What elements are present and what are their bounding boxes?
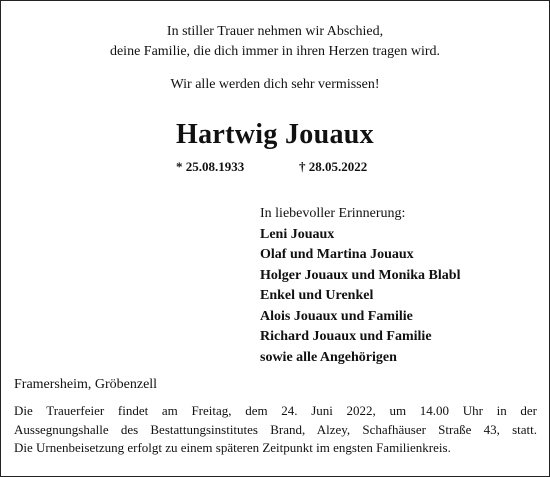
intro-text [1, 22, 549, 62]
ceremony-line: Aussegnungshalle des Bestattungsinstitutes Brand, Alzey, Schafhäuser Straße 43, statt. [14, 421, 537, 437]
mourners-lead: In liebevoller Erinnerung: [260, 206, 406, 221]
deceased-name: Hartwig Jouaux [176, 119, 374, 150]
mourner: Olaf und Martina Jouaux [260, 247, 414, 262]
death-date: † 28.05.2022 [299, 159, 368, 174]
mourner: Leni Jouaux [260, 226, 335, 242]
mourner: Holger Jouaux und Monika Blabl [260, 267, 461, 283]
mourner: Richard Jouaux und Familie [260, 329, 432, 344]
place: Framersheim, Gröbenzell [14, 377, 158, 392]
mourner: sowie alle Angehörigen [260, 349, 397, 365]
intro-line: deine Familie, die dich immer in ihren Herzen tragen wird. [109, 44, 441, 59]
birth-date: * 25.08.1933 [176, 159, 245, 174]
mourner: Enkel und Urenkel [260, 288, 374, 303]
mourner: Alois Jouaux und Familie [260, 308, 413, 324]
ceremony-line: Die Trauerfeier findet am Freitag, dem 24. Juni 2022, um 14.00 Uhr in der [14, 403, 537, 418]
ceremony-line: Die Urnenbeisetzung erfolgt zu einem späteren Zeitpunkt im engsten Familienkreis. [14, 440, 451, 455]
miss-line: Wir alle werden dich sehr vermissen! [170, 77, 380, 92]
intro-line: In stiller Trauer nehmen wir Abschied, [166, 24, 384, 39]
ceremony-info [14, 402, 537, 458]
mourners-list [260, 204, 460, 368]
